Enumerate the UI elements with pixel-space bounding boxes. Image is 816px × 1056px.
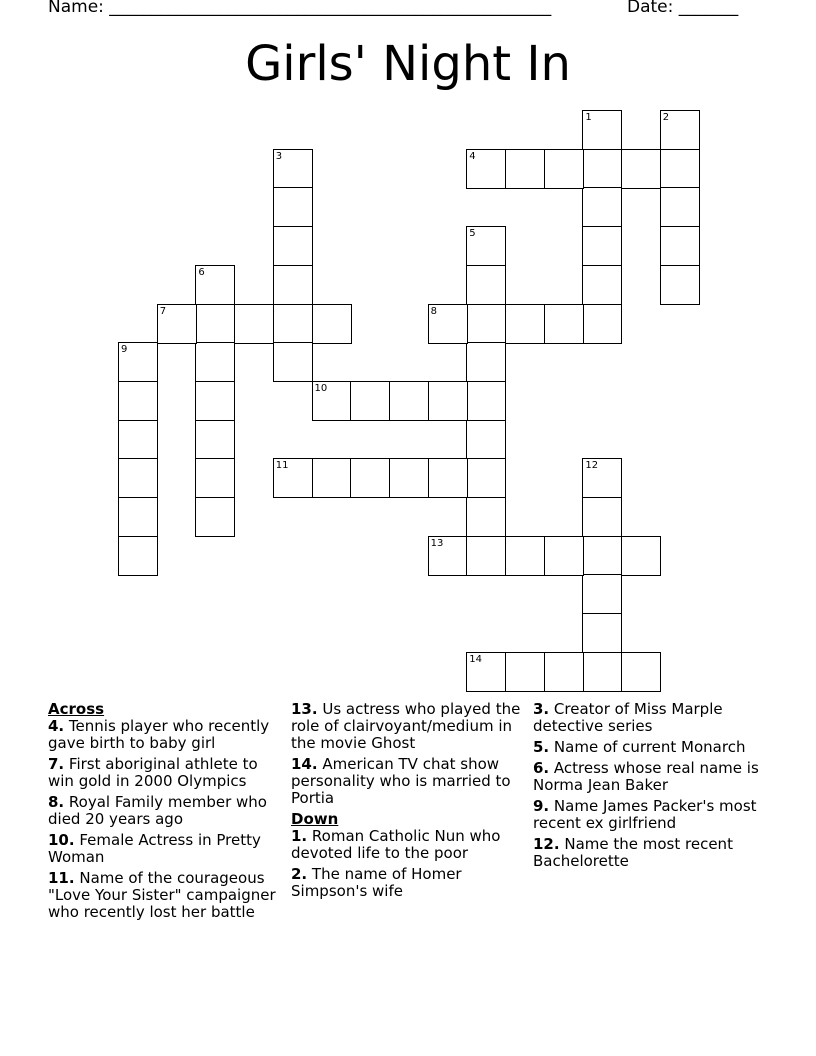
cell-number: 6	[198, 266, 205, 278]
clue-text: Us actress who played the role of clairvoyant/medium in the movie Ghost	[291, 700, 521, 752]
grid-cell[interactable]	[582, 226, 622, 266]
clue-down-6	[533, 760, 773, 794]
clue-across-14	[291, 756, 527, 807]
cell-number: 5	[469, 228, 476, 240]
grid-cell[interactable]	[621, 149, 661, 189]
across-heading: Across	[48, 700, 105, 718]
grid-cell[interactable]	[544, 652, 584, 692]
clues-column-2	[291, 701, 527, 904]
grid-cell[interactable]	[466, 381, 506, 421]
grid-cell[interactable]	[466, 265, 506, 305]
grid-cell[interactable]	[273, 342, 313, 382]
grid-cell[interactable]	[195, 304, 235, 344]
clue-across-11	[48, 870, 284, 921]
clue-text: Name of the courageous "Love Your Sister" campaigner who recently lost her battle	[48, 869, 276, 921]
grid-cell[interactable]	[195, 342, 235, 382]
grid-cell[interactable]	[389, 458, 429, 498]
grid-cell[interactable]	[428, 458, 468, 498]
grid-cell[interactable]	[582, 613, 622, 653]
grid-cell[interactable]	[273, 458, 313, 498]
grid-cell[interactable]	[273, 149, 313, 189]
cell-number: 8	[430, 305, 437, 317]
clue-text: Female Actress in Pretty Woman	[48, 831, 261, 866]
grid-cell[interactable]	[234, 304, 274, 344]
grid-cell[interactable]	[582, 265, 622, 305]
grid-cell[interactable]	[195, 381, 235, 421]
grid-cell[interactable]	[466, 342, 506, 382]
clue-down-1	[291, 828, 527, 862]
grid-cell[interactable]	[195, 497, 235, 537]
cell-number: 1	[585, 112, 592, 123]
clue-number: 4.	[48, 717, 65, 735]
clue-text: First aboriginal athlete to win gold in 2000 Olympics	[48, 755, 258, 790]
clue-down-2	[291, 866, 527, 900]
grid-cell[interactable]	[312, 304, 352, 344]
clue-number: 5.	[533, 738, 550, 756]
cell-number: 3	[275, 150, 283, 162]
clues-column-1	[48, 701, 284, 925]
clue-down-5	[533, 739, 773, 756]
grid-cell[interactable]	[428, 304, 468, 344]
grid-cell[interactable]	[157, 304, 197, 344]
cell-number: 7	[159, 305, 167, 317]
cell-number: 11	[275, 460, 289, 472]
clue-number: 12.	[533, 835, 560, 853]
grid-cell[interactable]	[118, 342, 158, 382]
cell-number: 10	[314, 382, 328, 394]
grid-cell[interactable]	[582, 536, 622, 576]
grid-cell[interactable]	[118, 381, 158, 421]
grid-cell[interactable]	[350, 458, 390, 498]
clue-number: 8.	[48, 793, 65, 811]
grid-cell[interactable]	[505, 304, 545, 344]
grid-cell[interactable]	[273, 226, 313, 266]
clue-across-10	[48, 832, 284, 866]
grid-cell[interactable]	[389, 381, 429, 421]
clue-number: 14.	[291, 755, 318, 773]
grid-cell[interactable]	[582, 110, 622, 150]
clue-text: Name of current Monarch	[553, 738, 746, 756]
clue-number: 11.	[48, 869, 75, 887]
clue-down-12	[533, 836, 773, 870]
clues-column-3	[533, 701, 773, 874]
grid-cell[interactable]	[660, 265, 700, 305]
clue-number: 1.	[291, 827, 308, 845]
clue-number: 9.	[533, 797, 550, 815]
clue-across-7	[48, 756, 284, 790]
grid-cell[interactable]	[660, 149, 700, 189]
grid-cell[interactable]	[621, 536, 661, 576]
grid-cell[interactable]	[273, 187, 313, 227]
grid-cell[interactable]	[660, 187, 700, 227]
grid-cell[interactable]	[466, 536, 506, 576]
grid-cell[interactable]	[273, 304, 313, 344]
cell-number: 14	[469, 653, 483, 665]
clue-across-8	[48, 794, 284, 828]
cell-number: 9	[121, 344, 128, 356]
clue-number: 6.	[533, 759, 550, 777]
page-title: Girls' Night In	[245, 36, 571, 92]
grid-cell[interactable]	[505, 652, 545, 692]
grid-cell[interactable]	[544, 536, 584, 576]
clue-text: Name James Packer's most recent ex girlfriend	[533, 797, 757, 832]
clue-text: Creator of Miss Marple detective series	[533, 700, 723, 735]
grid-cell[interactable]	[118, 458, 158, 498]
clue-text: American TV chat show personality who is married to Portia	[291, 755, 511, 807]
grid-cell[interactable]	[621, 652, 661, 692]
cell-number: 12	[585, 460, 599, 472]
cell-number: 2	[662, 112, 670, 123]
grid-cell[interactable]	[466, 652, 506, 692]
cell-number: 4	[469, 150, 476, 162]
grid-cell[interactable]	[428, 381, 468, 421]
grid-cell[interactable]	[544, 304, 584, 344]
clue-number: 3.	[533, 700, 550, 718]
grid-cell[interactable]	[428, 536, 468, 576]
grid-cell[interactable]	[118, 420, 158, 460]
grid-cell[interactable]	[582, 497, 622, 537]
grid-cell[interactable]	[582, 574, 622, 614]
clue-text: Roman Catholic Nun who devoted life to the poor	[291, 827, 501, 862]
clue-number: 13.	[291, 700, 318, 718]
grid-cell[interactable]	[582, 149, 622, 189]
clue-text: Actress whose real name is Norma Jean Baker	[533, 759, 759, 794]
grid-cell[interactable]	[466, 304, 506, 344]
grid-cell[interactable]	[582, 304, 622, 344]
grid-cell[interactable]	[195, 265, 235, 305]
clue-number: 2.	[291, 865, 308, 883]
clue-number: 10.	[48, 831, 75, 849]
grid-cell[interactable]	[312, 381, 352, 421]
grid-cell[interactable]	[582, 187, 622, 227]
grid-cell[interactable]	[660, 226, 700, 266]
grid-cell[interactable]	[466, 497, 506, 537]
clue-number: 7.	[48, 755, 65, 773]
grid-cell[interactable]	[118, 497, 158, 537]
clue-down-9	[533, 798, 773, 832]
grid-cell[interactable]	[505, 536, 545, 576]
cell-number: 13	[430, 537, 444, 549]
clue-down-3	[533, 701, 773, 735]
grid-cell[interactable]	[195, 420, 235, 460]
grid-cell[interactable]	[273, 265, 313, 305]
grid-cell[interactable]	[466, 420, 506, 460]
grid-cell[interactable]	[195, 458, 235, 498]
clue-across-13	[291, 701, 527, 752]
clue-text: Royal Family member who died 20 years ago	[48, 793, 267, 828]
grid-cell[interactable]	[660, 110, 700, 150]
grid-cell[interactable]	[544, 149, 584, 189]
clue-text: The name of Homer Simpson's wife	[291, 865, 462, 900]
clue-across-4	[48, 718, 284, 752]
grid-cell[interactable]	[312, 458, 352, 498]
grid-cell[interactable]	[118, 536, 158, 576]
grid-cell[interactable]	[505, 149, 545, 189]
grid-cell[interactable]	[466, 226, 506, 266]
grid-cell[interactable]	[582, 458, 622, 498]
grid-cell[interactable]	[466, 458, 506, 498]
clue-text: Tennis player who recently gave birth to baby girl	[48, 717, 270, 752]
grid-cell[interactable]	[350, 381, 390, 421]
grid-cell[interactable]	[466, 149, 506, 189]
clue-text: Name the most recent Bachelorette	[533, 835, 733, 870]
date-field-label: Date: _______	[627, 0, 739, 17]
grid-cell[interactable]	[582, 652, 622, 692]
down-heading: Down	[291, 810, 339, 828]
name-field-label: Name: ____________________________________________________	[48, 0, 552, 17]
